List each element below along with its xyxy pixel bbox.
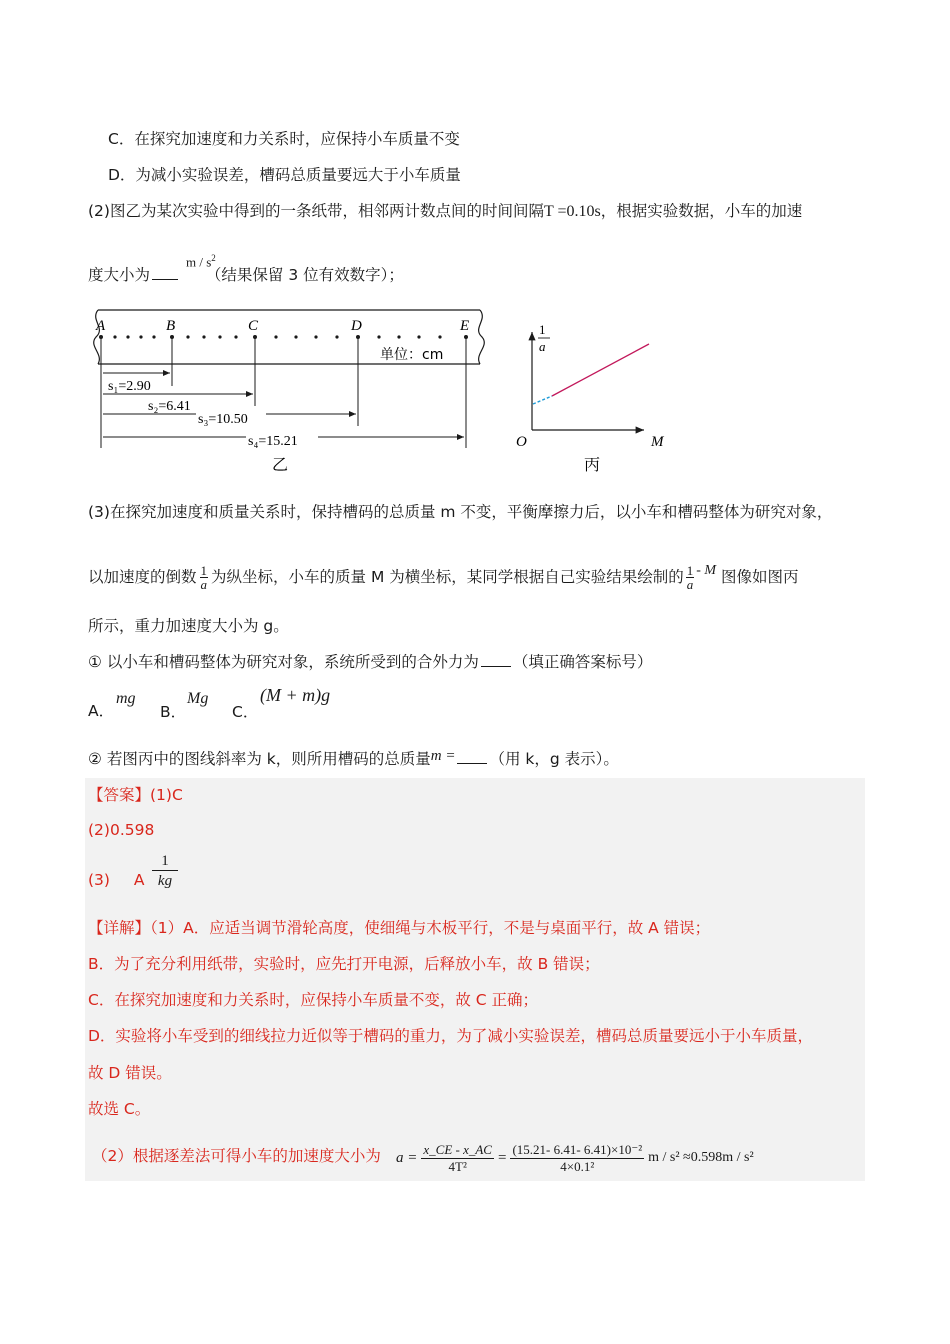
q3-line2-d: 图像如图丙 [721, 568, 799, 586]
detail-line-1: 【详解】（1）A．应适当调节滑轮高度，使细绳与木板平行，不是与桌面平行，故 A 错误； [88, 919, 711, 937]
acceleration-unit: m / $s^2$ [186, 253, 216, 270]
answer-3-choice: A [133, 871, 145, 889]
formula-fraction-1: $\frac{x\_CE - x\_AC}{\text{4T²}}$ [423, 1141, 492, 1174]
detail-line-7: （2）根据逐差法可得小车的加速度大小为 [92, 1147, 381, 1165]
graph-caption: 丙 [584, 455, 601, 474]
point-label-d: D [351, 318, 362, 334]
sub-question-1 [88, 651, 652, 673]
sub2-tail: （用 k，g 表示）。 [489, 750, 619, 768]
answer-line-2: (2)0.598 [88, 821, 155, 839]
sub1-text: ① 以小车和槽码整体为研究对象，系统所受到的合外力为 [88, 653, 479, 671]
answer-line-3 [88, 869, 144, 891]
question-2-line-1 [88, 200, 802, 223]
option-a-label: A． [88, 702, 115, 720]
s4-label: s₄=15.21 [248, 434, 298, 449]
sub2-text: ② 若图丙中的图线斜率为 k，则所用槽码的总质量 [88, 750, 431, 768]
m-equals: m = [430, 748, 456, 764]
answer-3-fraction: 1 kg [152, 852, 178, 891]
sub1-tail: （填正确答案标号） [512, 653, 653, 671]
answer-line-1: 【答案】(1)C [88, 786, 183, 804]
option-c-label: C． [232, 703, 259, 721]
y-label-denominator: a [539, 339, 546, 354]
point-label-b: B [166, 318, 176, 334]
time-interval: T =0.10s [543, 203, 601, 220]
q2-text-a: (2)图乙为某次实验中得到的一条纸带，相邻两计数点间的时间间隔 [88, 202, 544, 220]
question-2-line-2 [88, 264, 404, 286]
detail-line-4: D．实验将小车受到的细线拉力近似等于槽码的重力，为了减小实验误差，槽码总质量要远小于小车质量， [88, 1027, 813, 1045]
formula-equals: = [497, 1149, 507, 1166]
q2-text-b: ，根据实验数据，小车的加速 [600, 202, 803, 220]
detail-line-2: B．为了充分利用纸带，实验时，应先打开电源，后释放小车，故 B 错误； [88, 955, 600, 973]
formula-a: a = [396, 1149, 418, 1166]
option-c-value: (M + m)g [260, 685, 331, 705]
formula-tail: m / s² ≈0.598m / s² [648, 1150, 754, 1165]
q3-line2-b: 为纵坐标，小车的质量 M 为横坐标，某同学根据自己实验结果绘制的 [211, 568, 684, 586]
q3-line2-a: 以加速度的倒数 [88, 568, 197, 586]
paper-tape-diagram [88, 306, 490, 474]
answer-blank [152, 265, 178, 280]
q2-line2-b: （结果保留 3 位有效数字）； [205, 266, 404, 284]
s3-label: s₃=10.50 [198, 412, 248, 427]
point-label-e: E [460, 318, 470, 334]
point-label-a: A [96, 318, 106, 334]
detail-line-6: 故选 C。 [88, 1100, 151, 1118]
question-3-line-1: (3)在探究加速度和质量关系时，保持槽码的总质量 m 不变，平衡摩擦力后，以小车和槽码整体为研究对象， [88, 503, 833, 521]
formula-fraction-2: $\frac{\text{(15.21- 6.41- 6.41)×10⁻²}}{\text{4×0.1²}}$ [512, 1141, 643, 1174]
tape-unit-label: 单位：cm [380, 347, 444, 363]
s2-label: s₂=6.41 [148, 399, 191, 414]
x-axis-label: M [651, 434, 664, 450]
tape-dots [99, 335, 468, 339]
origin-label: O [516, 434, 527, 450]
detail-line-5: 故 D 错误。 [88, 1064, 172, 1082]
minus-m: - M [696, 563, 717, 578]
acceleration-formula [396, 1136, 754, 1180]
extrapolated-dashed-line [533, 396, 552, 404]
detail-line-3: C．在探究加速度和力关系时，应保持小车质量不变，故 C 正确； [88, 991, 539, 1009]
tape-caption: 乙 [272, 455, 289, 474]
answer-section [85, 778, 865, 1181]
option-a-value: mg [116, 690, 136, 707]
s1-label: s₁=2.90 [108, 379, 151, 394]
answer-blank [457, 749, 487, 764]
answer-3-label: (3) [88, 871, 110, 889]
sub-question-2 [88, 748, 619, 771]
question-3-line-2 [88, 564, 799, 591]
option-c: C．在探究加速度和力关系时，应保持小车质量不变 [108, 130, 460, 148]
y-label-numerator: 1 [539, 322, 546, 337]
q2-line2-a: 度大小为 [88, 266, 151, 284]
question-3-line-3: 所示，重力加速度大小为 g。 [88, 617, 289, 635]
inverse-a-fraction: $\frac{1}{a}$ [200, 563, 208, 592]
option-b-label: B． [160, 703, 187, 721]
option-d: D．为减小实验误差，槽码总质量要远大于小车质量 [108, 166, 461, 184]
inverse-accel-vs-mass-graph [508, 318, 678, 476]
option-b-value: Mg [187, 690, 209, 707]
answer-blank [481, 652, 511, 667]
point-label-c: C [248, 318, 259, 334]
fitted-line [552, 344, 649, 396]
inverse-a-fraction-2: $\frac{1}{a}$ [686, 563, 694, 592]
choice-options [88, 700, 114, 722]
